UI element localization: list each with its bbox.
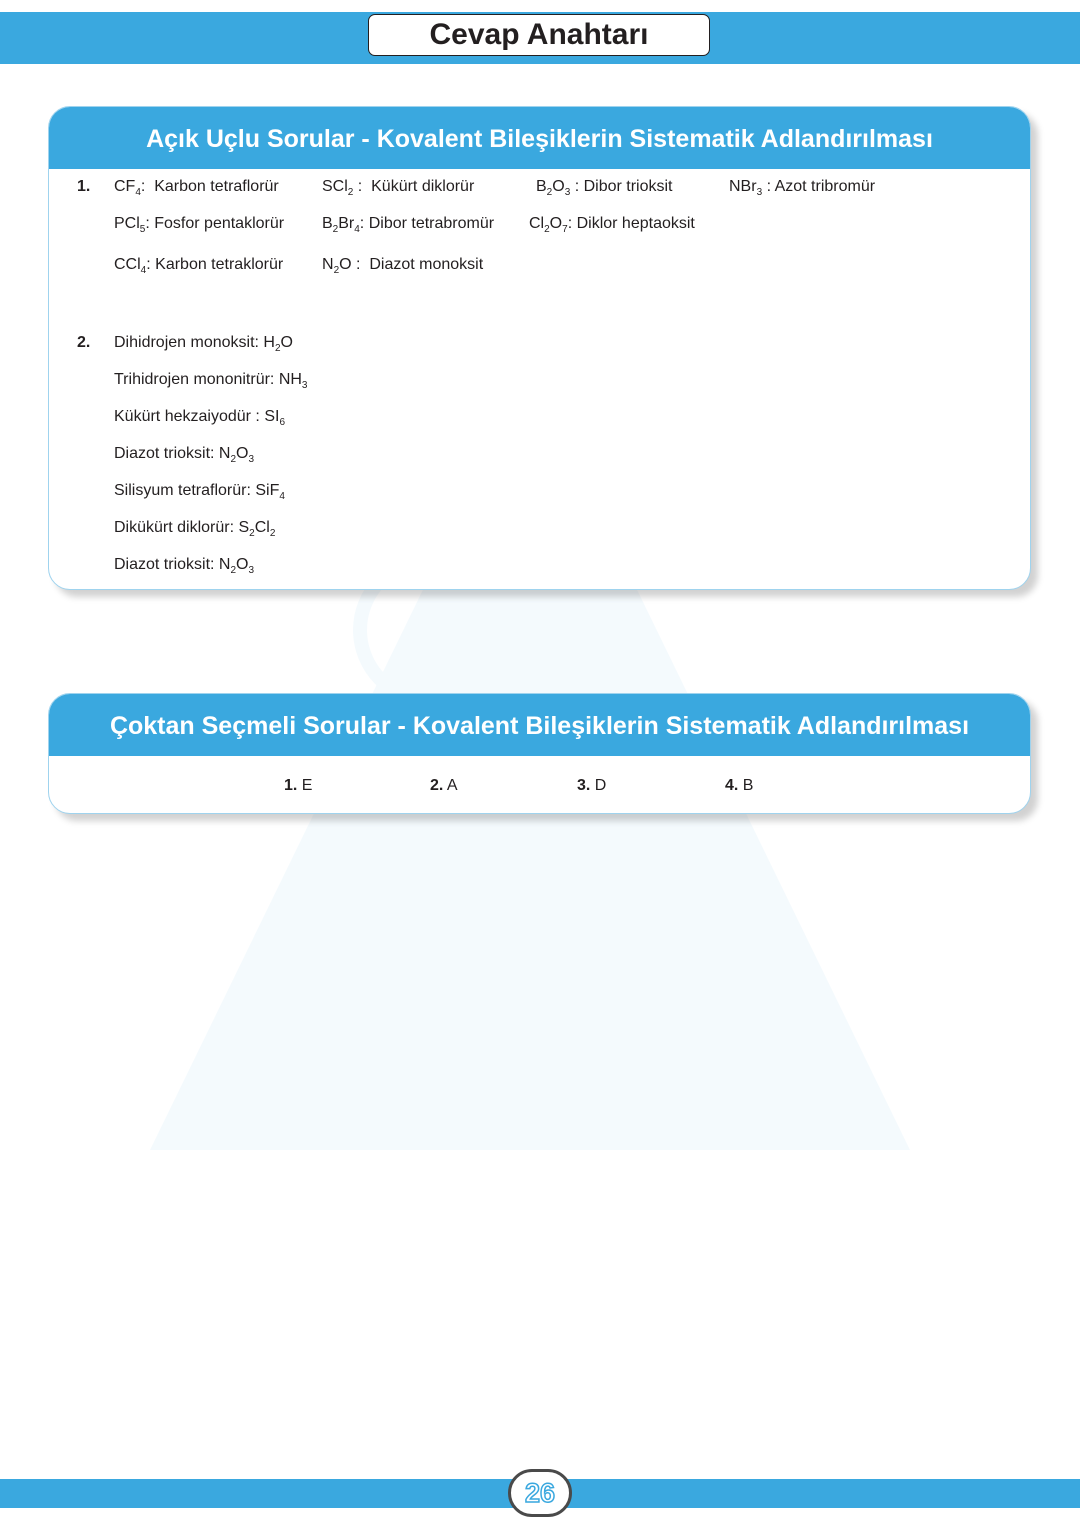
mc-answer-4: 4. B — [725, 777, 754, 794]
page-title: Cevap Anahtarı — [368, 14, 710, 56]
q2-item-n2o3-repeat: Diazot trioksit: $N_2O_3$ — [114, 556, 255, 576]
compound-scl2: SCl$_2$ : Kükürt diklorür — [322, 178, 475, 198]
q2-item-si6: Kükürt hekzaiyodür : $SI_6$ — [114, 408, 285, 428]
page-number-badge: 26 — [508, 1469, 572, 1517]
mc-answer-3: 3. D — [577, 777, 607, 794]
compound-cl2o7: $Cl_2O_7$: Diklor heptaoksit — [529, 215, 695, 235]
question-1-number: 1. — [77, 178, 91, 195]
multiple-choice-answers-card — [48, 693, 1031, 814]
q2-item-n2o3: Diazot trioksit: $N_2O_3$ — [114, 445, 255, 465]
mc-answer-1: 1. E — [284, 777, 313, 794]
open-ended-section-title: Açık Uçlu Sorular - Kovalent Bileşiklerin Sistematik Adlandırılması — [49, 107, 1030, 169]
open-ended-answers-card — [48, 106, 1031, 590]
compound-b2br4: $B_2Br_4$: Dibor tetrabromür — [322, 215, 495, 235]
compound-n2o: $N_2O$ : Diazot monoksit — [322, 256, 484, 276]
q2-item-s2cl2: Dikükürt diklorür: $S_2Cl_2$ — [114, 519, 276, 539]
multiple-choice-section-title: Çoktan Seçmeli Sorular - Kovalent Bileşiklerin Sistematik Adlandırılması — [49, 694, 1030, 756]
compound-ccl4: CCl$_4$: Karbon tetraklorür — [114, 256, 284, 276]
q2-item-h2o: Dihidrojen monoksit: $H_2O$ — [114, 334, 293, 354]
q2-item-sif4: Silisyum tetraflorür: SiF$_4$ — [114, 482, 285, 502]
compound-cf4: $CF_4$: Karbon tetraflorür — [114, 178, 279, 198]
compound-nbr3: NBr$_3$ : Azot tribromür — [729, 178, 876, 198]
compound-pcl5: PCl$_5$: Fosfor pentaklorür — [114, 215, 285, 235]
question-2-number: 2. — [77, 334, 91, 351]
compound-b2o3: $B_2O_3$ : Dibor trioksit — [536, 178, 673, 198]
q2-item-nh3: Trihidrojen mononitrür: $NH_3$ — [114, 371, 308, 391]
mc-answer-2: 2. A — [430, 777, 458, 794]
